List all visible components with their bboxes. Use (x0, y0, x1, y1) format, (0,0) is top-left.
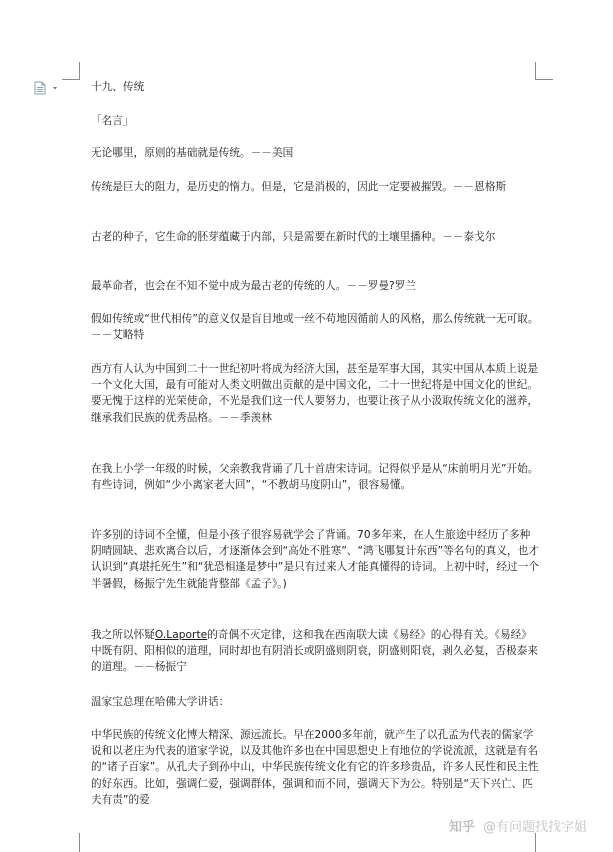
watermark (449, 816, 587, 835)
crop-mark-bottom-left-vertical (79, 833, 80, 852)
watermark-author: @有问题找找字姐 (483, 820, 588, 835)
quote-paragraph: 无论哪里，原则的基础就是传统。－－美国 (91, 147, 294, 159)
page-heading: 十九、传统 (91, 81, 145, 93)
crop-mark-top-right-vertical (535, 62, 536, 79)
watermark-brand: 知乎 (449, 820, 476, 835)
crop-mark-bottom-right-vertical (535, 833, 536, 852)
laporte-text-before: 我之所以怀疑 (91, 629, 155, 641)
quote-paragraph: 假如传统或“世代相传”的意义仅是盲目地或一丝不苟地因循前人的风格，那么传统就一无可取。－－艾略特 (91, 313, 539, 342)
laporte-paragraph (91, 627, 539, 676)
quote-paragraph: 西方有人认为中国到二十一世纪初叶将成为经济大国，甚至是军事大国，其实中国从本质上说是一个文化大国，最有可能对人类文明做出贡献的是中国文化，二十一世纪将是中国文化的世纪。要无愧于这样的光荣使命，不光是我们这一代人要努力，也要让孩子从小汲取传统文化的滋养，继承我们民族的优秀品格。－－季羡林 (91, 363, 539, 424)
dropdown-arrow-icon (53, 87, 57, 90)
quote-paragraph: 传统是巨大的阻力，是历史的惰力。但是，它是消极的，因此一定要被摧毁。－－恩格斯 (91, 181, 507, 193)
paste-options-button[interactable] (33, 80, 63, 94)
laporte-name: O.Laporte (154, 629, 208, 641)
crop-mark-top-left-vertical (79, 62, 80, 79)
speech-intro: 温家宝总理在哈佛大学讲话： (91, 696, 230, 708)
speech-paragraph: 中华民族的传统文化博大精深、源远流长。早在2000多年前，就产生了以孔孟为代表的儒家学说和以老庄为代表的道家学说，以及其他许多也在中国思想史上有地位的学说流派，这就是有名的“诸子百家”。从孔夫子到孙中山，中华民族传统文化有它的许多珍贵品，许多人民性和民主性的好东西。比如，强调仁爱，强调群体，强调和而不同，强调天下为公。特别是“天下兴亡、匹夫有责”的爱 (91, 729, 539, 806)
section-label: 「名言」 (91, 115, 134, 127)
quote-paragraph: 在我上小学一年级的时候，父亲教我背诵了几十首唐宋诗词。记得似乎是从“床前明月光”开始。有些诗词，例如“少小离家老大回”，“不教胡马度阴山”，很容易懂。 (91, 463, 539, 492)
quote-paragraph: 许多别的诗词不全懂，但是小孩子很容易就学会了背诵。70多年来，在人生旅途中经历了多种阴晴圆缺、悲欢离合以后，才逐渐体会到“高处不胜寒”、“鸿飞哪复计东西”等名句的真义，也才认识到“真堪托死生”和“犹恐相逢是梦中”是只有过来人才能真懂得的诗词。上初中时，经过一个半暑假，杨振宁先生就能背整部《孟子》。) (91, 529, 539, 590)
document-icon (33, 81, 63, 95)
quote-paragraph: 最革命者，也会在不知不觉中成为最古老的传统的人。－－罗曼?罗兰 (91, 280, 416, 292)
crop-mark-top-left-horizontal (62, 79, 80, 80)
laporte-text-after: 的奇偶不灭定律，这和我在西南联大读《易经》的心得有关。《易经》中既有阴、阳相似的道理，同时却也有阴消长或阴盛则阴衰，阴盛则阳衰，剥久必复，否极泰来的道理。－－杨振宁 (91, 629, 539, 674)
quote-paragraph: 古老的种子，它生命的胚芽蕴藏于内部，只是需要在新时代的土壤里播种。－－泰戈尔 (91, 231, 496, 243)
